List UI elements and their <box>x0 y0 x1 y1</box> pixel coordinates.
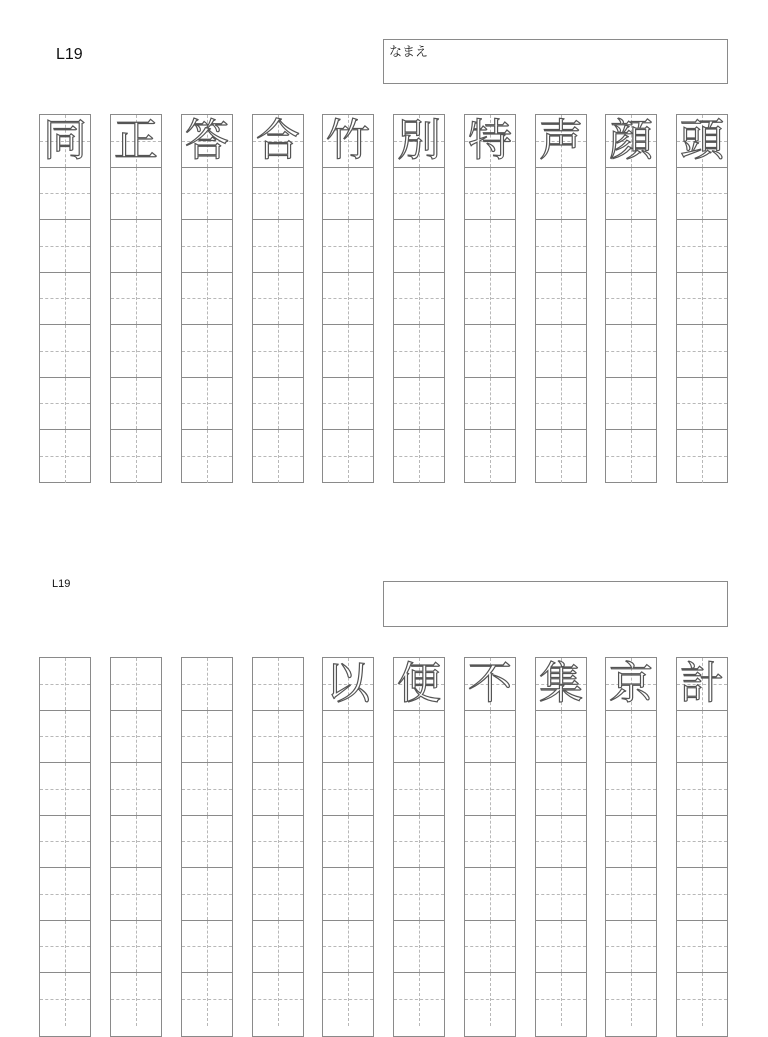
practice-cell[interactable] <box>394 973 444 1026</box>
practice-cell[interactable] <box>465 378 515 431</box>
model-cell <box>394 658 444 711</box>
model-character: 以 <box>326 658 370 709</box>
practice-cell[interactable] <box>40 325 90 378</box>
model-character: 頭 <box>680 115 724 166</box>
practice-cell[interactable] <box>677 430 727 483</box>
practice-cell[interactable] <box>465 220 515 273</box>
practice-cell[interactable] <box>182 325 232 378</box>
practice-cell[interactable] <box>323 168 373 221</box>
practice-cell[interactable] <box>536 220 586 273</box>
model-character: 計 <box>680 658 724 709</box>
model-character: 特 <box>468 115 512 166</box>
practice-cell[interactable] <box>465 168 515 221</box>
practice-cell[interactable] <box>394 168 444 221</box>
practice-cell[interactable] <box>253 325 303 378</box>
model-cell <box>40 115 90 168</box>
practice-cell[interactable] <box>394 816 444 869</box>
practice-cell[interactable] <box>677 763 727 816</box>
model-cell <box>465 658 515 711</box>
practice-cell[interactable] <box>323 430 373 483</box>
model-cell <box>323 115 373 168</box>
model-cell <box>182 115 232 168</box>
practice-cell[interactable] <box>111 816 161 869</box>
practice-cell[interactable] <box>40 763 90 816</box>
practice-cell[interactable] <box>253 921 303 974</box>
practice-cell[interactable] <box>253 711 303 764</box>
practice-column <box>464 114 516 483</box>
practice-cell[interactable] <box>465 921 515 974</box>
name-field[interactable] <box>383 39 728 84</box>
model-cell <box>253 115 303 168</box>
model-cell <box>323 658 373 711</box>
practice-column <box>676 657 728 1037</box>
practice-cell[interactable] <box>40 430 90 483</box>
practice-cell[interactable] <box>606 868 656 921</box>
model-cell <box>182 658 232 711</box>
practice-cell[interactable] <box>111 921 161 974</box>
practice-cell[interactable] <box>182 220 232 273</box>
practice-cell[interactable] <box>253 973 303 1026</box>
practice-cell[interactable] <box>536 430 586 483</box>
practice-cell[interactable] <box>111 325 161 378</box>
practice-cell[interactable] <box>182 273 232 326</box>
practice-cell[interactable] <box>465 273 515 326</box>
practice-cell[interactable] <box>606 430 656 483</box>
practice-cell[interactable] <box>677 711 727 764</box>
practice-column <box>535 114 587 483</box>
model-character: 同 <box>43 115 87 166</box>
practice-cell[interactable] <box>323 220 373 273</box>
practice-cell[interactable] <box>40 921 90 974</box>
practice-cell[interactable] <box>465 816 515 869</box>
practice-cell[interactable] <box>465 868 515 921</box>
practice-cell[interactable] <box>111 168 161 221</box>
name-field[interactable] <box>383 581 728 627</box>
practice-column <box>252 657 304 1037</box>
practice-cell[interactable] <box>253 868 303 921</box>
practice-cell[interactable] <box>323 763 373 816</box>
model-character: 別 <box>397 115 441 166</box>
model-cell <box>40 658 90 711</box>
practice-column <box>39 657 91 1037</box>
practice-cell[interactable] <box>182 973 232 1026</box>
practice-cell[interactable] <box>677 973 727 1026</box>
practice-cell[interactable] <box>182 816 232 869</box>
model-character <box>40 658 90 710</box>
practice-cell[interactable] <box>677 220 727 273</box>
practice-cell[interactable] <box>40 378 90 431</box>
practice-cell[interactable] <box>606 378 656 431</box>
practice-cell[interactable] <box>323 325 373 378</box>
practice-cell[interactable] <box>394 868 444 921</box>
practice-cell[interactable] <box>677 816 727 869</box>
practice-cell[interactable] <box>253 220 303 273</box>
practice-cell[interactable] <box>536 763 586 816</box>
model-cell <box>394 115 444 168</box>
practice-cell[interactable] <box>394 273 444 326</box>
practice-cell[interactable] <box>40 973 90 1026</box>
practice-cell[interactable] <box>394 711 444 764</box>
practice-cell[interactable] <box>536 325 586 378</box>
practice-cell[interactable] <box>323 973 373 1026</box>
practice-cell[interactable] <box>536 273 586 326</box>
practice-column <box>605 114 657 483</box>
practice-cell[interactable] <box>606 325 656 378</box>
practice-column <box>393 114 445 483</box>
practice-column <box>322 657 374 1037</box>
practice-cell[interactable] <box>253 168 303 221</box>
practice-column <box>535 657 587 1037</box>
practice-cell[interactable] <box>40 816 90 869</box>
model-cell <box>606 658 656 711</box>
practice-column <box>110 114 162 483</box>
practice-cell[interactable] <box>323 816 373 869</box>
practice-cell[interactable] <box>40 220 90 273</box>
practice-cell[interactable] <box>182 763 232 816</box>
model-cell <box>677 658 727 711</box>
practice-column <box>181 114 233 483</box>
model-character <box>253 658 303 710</box>
practice-column <box>676 114 728 483</box>
model-character: 答 <box>185 115 229 166</box>
practice-cell[interactable] <box>40 711 90 764</box>
practice-column <box>393 657 445 1037</box>
practice-cell[interactable] <box>465 973 515 1026</box>
practice-cell[interactable] <box>606 816 656 869</box>
practice-cell[interactable] <box>536 921 586 974</box>
practice-cell[interactable] <box>323 378 373 431</box>
lesson-label: L19 <box>52 578 71 590</box>
model-cell <box>465 115 515 168</box>
practice-column <box>464 657 516 1037</box>
model-character: 集 <box>539 658 583 709</box>
model-character: 便 <box>397 658 441 709</box>
model-cell <box>536 658 586 711</box>
practice-cell[interactable] <box>394 378 444 431</box>
model-character: 正 <box>114 115 158 166</box>
practice-cell[interactable] <box>253 763 303 816</box>
practice-cell[interactable] <box>111 430 161 483</box>
practice-cell[interactable] <box>182 921 232 974</box>
practice-cell[interactable] <box>677 325 727 378</box>
practice-cell[interactable] <box>111 220 161 273</box>
practice-cell[interactable] <box>111 868 161 921</box>
practice-cell[interactable] <box>677 378 727 431</box>
practice-cell[interactable] <box>253 430 303 483</box>
model-cell <box>111 658 161 711</box>
practice-cell[interactable] <box>111 711 161 764</box>
model-character: 竹 <box>326 115 370 166</box>
practice-cell[interactable] <box>465 430 515 483</box>
practice-cell[interactable] <box>606 168 656 221</box>
practice-cell[interactable] <box>182 711 232 764</box>
practice-cell[interactable] <box>394 430 444 483</box>
practice-cell[interactable] <box>323 711 373 764</box>
model-character: 声 <box>539 115 583 166</box>
practice-cell[interactable] <box>182 868 232 921</box>
practice-cell[interactable] <box>536 711 586 764</box>
model-character: 合 <box>256 115 300 166</box>
practice-cell[interactable] <box>677 921 727 974</box>
model-cell <box>677 115 727 168</box>
practice-column <box>39 114 91 483</box>
practice-cell[interactable] <box>536 868 586 921</box>
practice-cell[interactable] <box>677 273 727 326</box>
practice-column <box>322 114 374 483</box>
model-character: 不 <box>468 658 512 709</box>
practice-cell[interactable] <box>394 325 444 378</box>
practice-cell[interactable] <box>40 868 90 921</box>
practice-cell[interactable] <box>111 378 161 431</box>
practice-cell[interactable] <box>253 816 303 869</box>
practice-column <box>605 657 657 1037</box>
practice-cell[interactable] <box>182 430 232 483</box>
practice-cell[interactable] <box>323 868 373 921</box>
model-cell <box>111 115 161 168</box>
model-character <box>111 658 161 710</box>
model-cell <box>253 658 303 711</box>
practice-cell[interactable] <box>394 220 444 273</box>
practice-cell[interactable] <box>111 763 161 816</box>
practice-cell[interactable] <box>606 711 656 764</box>
practice-cell[interactable] <box>536 816 586 869</box>
model-cell <box>606 115 656 168</box>
practice-cell[interactable] <box>606 973 656 1026</box>
practice-cell[interactable] <box>536 973 586 1026</box>
practice-cell[interactable] <box>606 273 656 326</box>
model-character: 京 <box>609 658 653 709</box>
practice-cell[interactable] <box>465 325 515 378</box>
practice-cell[interactable] <box>111 973 161 1026</box>
practice-cell[interactable] <box>40 273 90 326</box>
practice-cell[interactable] <box>465 711 515 764</box>
practice-cell[interactable] <box>40 168 90 221</box>
lesson-label: L19 <box>56 46 83 63</box>
practice-cell[interactable] <box>253 273 303 326</box>
practice-cell[interactable] <box>182 378 232 431</box>
practice-cell[interactable] <box>394 763 444 816</box>
name-label: なまえ <box>389 45 429 60</box>
practice-cell[interactable] <box>111 273 161 326</box>
practice-cell[interactable] <box>323 921 373 974</box>
practice-cell[interactable] <box>677 868 727 921</box>
practice-column <box>181 657 233 1037</box>
model-character: 顔 <box>609 115 653 166</box>
practice-cell[interactable] <box>465 763 515 816</box>
practice-cell[interactable] <box>394 921 444 974</box>
practice-cell[interactable] <box>536 378 586 431</box>
practice-cell[interactable] <box>182 168 232 221</box>
model-cell <box>536 115 586 168</box>
practice-cell[interactable] <box>606 763 656 816</box>
practice-cell[interactable] <box>606 220 656 273</box>
practice-column <box>110 657 162 1037</box>
practice-cell[interactable] <box>323 273 373 326</box>
model-character <box>182 658 232 710</box>
practice-cell[interactable] <box>606 921 656 974</box>
practice-cell[interactable] <box>253 378 303 431</box>
practice-cell[interactable] <box>677 168 727 221</box>
practice-column <box>252 114 304 483</box>
practice-cell[interactable] <box>536 168 586 221</box>
